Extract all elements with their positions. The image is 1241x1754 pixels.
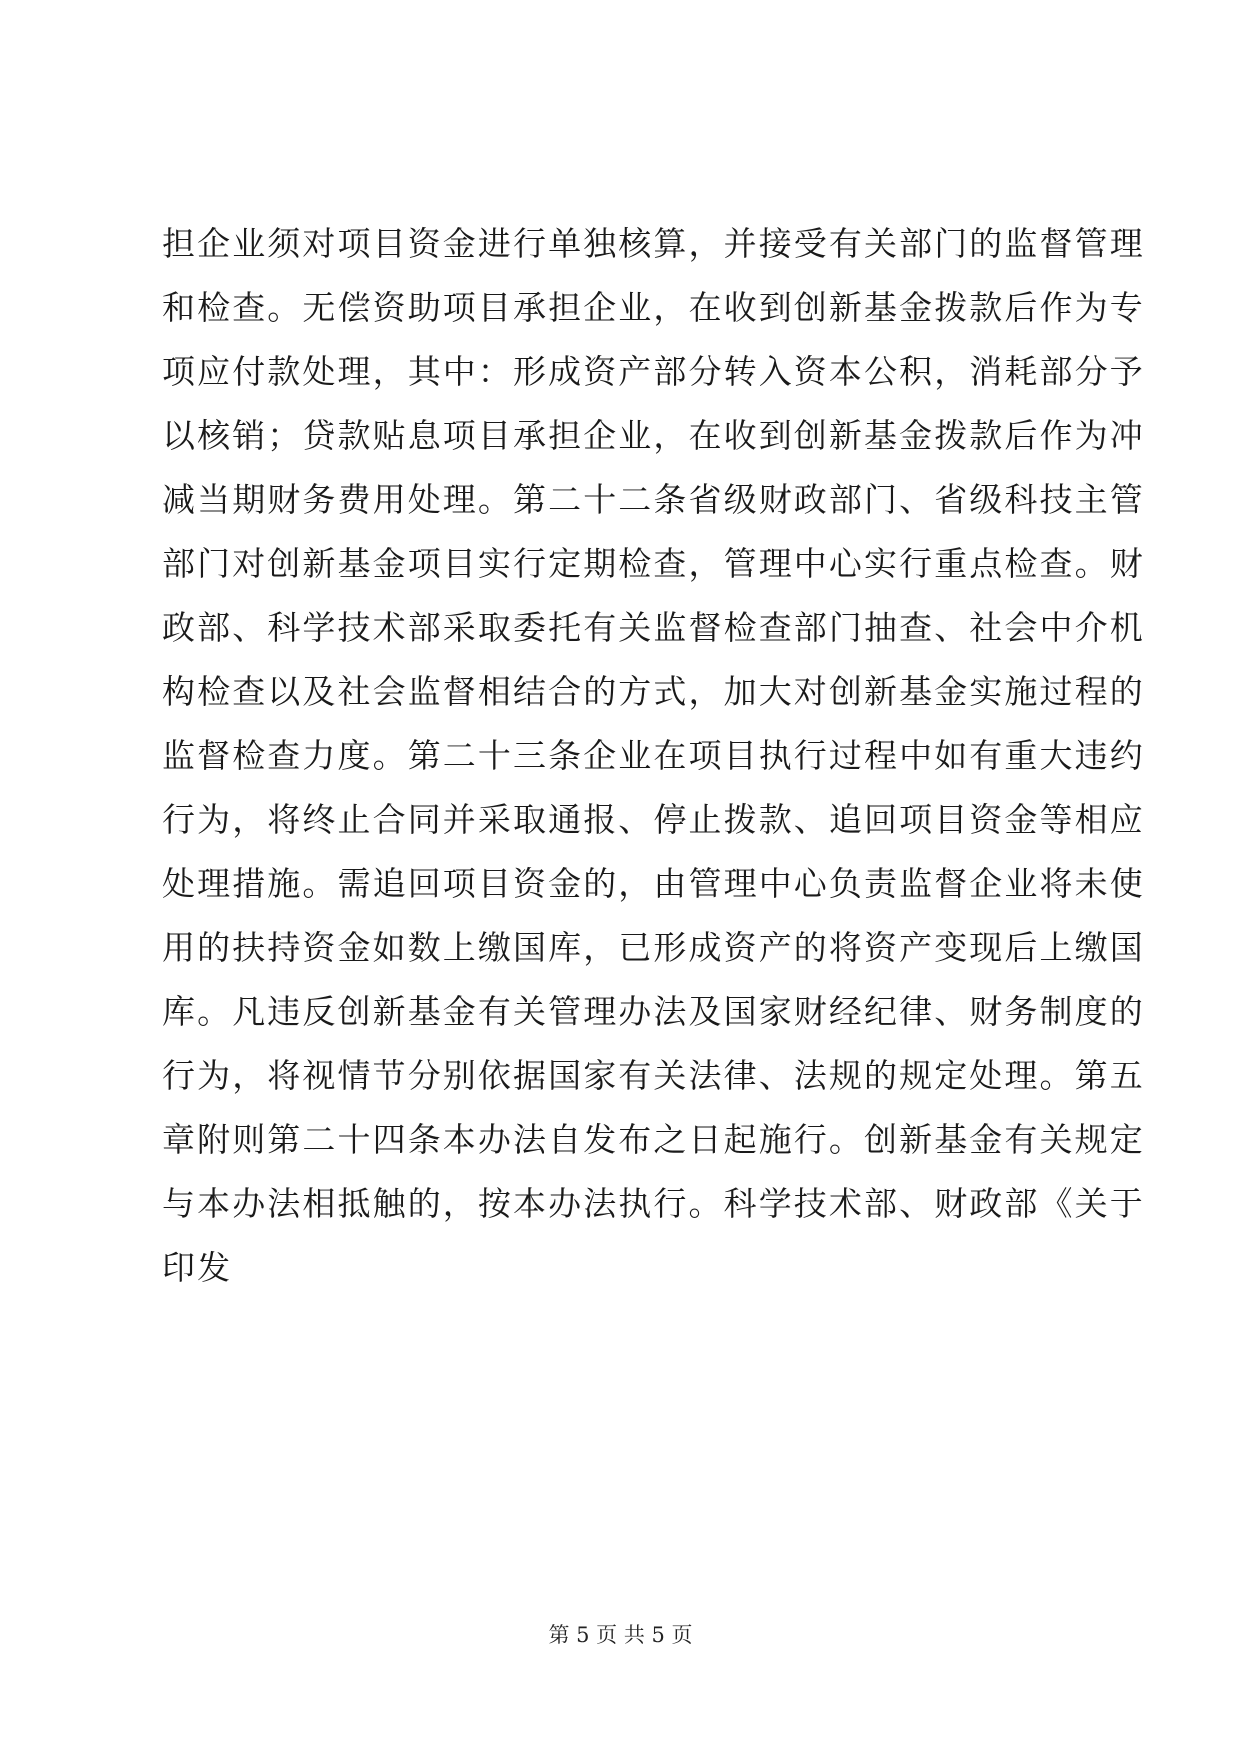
text-line: 与本办法相抵触的，按本办法执行。科学技术部、财政部《关于 [162, 1184, 1145, 1223]
text-line: 政部、科学技术部采取委托有关监督检查部门抽查、社会中介机 [162, 608, 1145, 647]
text-line: 担企业须对项目资金进行单独核算，并接受有关部门的监督管理 [162, 224, 1145, 263]
text-line: 行为，将终止合同并采取通报、停止拨款、追回项目资金等相应 [162, 800, 1145, 839]
text-line: 减当期财务费用处理。第二十二条省级财政部门、省级科技主管 [162, 480, 1145, 519]
text-line: 行为，将视情节分别依据国家有关法律、法规的规定处理。第五 [162, 1056, 1145, 1095]
text-line: 以核销；贷款贴息项目承担企业，在收到创新基金拨款后作为冲 [162, 416, 1145, 455]
text-line: 监督检查力度。第二十三条企业在项目执行过程中如有重大违约 [162, 736, 1145, 775]
text-line: 处理措施。需追回项目资金的，由管理中心负责监督企业将未使 [162, 864, 1145, 903]
text-line: 印发 [162, 1248, 233, 1287]
text-line: 库。凡违反创新基金有关管理办法及国家财经纪律、财务制度的 [162, 992, 1145, 1031]
text-line: 和检查。无偿资助项目承担企业，在收到创新基金拨款后作为专 [162, 288, 1145, 327]
body-text [162, 212, 1145, 1300]
text-line: 项应付款处理，其中：形成资产部分转入资本公积，消耗部分予 [162, 352, 1145, 391]
text-line: 构检查以及社会监督相结合的方式，加大对创新基金实施过程的 [162, 672, 1145, 711]
text-line: 章附则第二十四条本办法自发布之日起施行。创新基金有关规定 [162, 1120, 1145, 1159]
page-number-footer: 第 5 页 共 5 页 [548, 1623, 693, 1647]
text-line: 用的扶持资金如数上缴国库，已形成资产的将资产变现后上缴国 [162, 928, 1145, 967]
text-line: 部门对创新基金项目实行定期检查，管理中心实行重点检查。财 [162, 544, 1145, 583]
